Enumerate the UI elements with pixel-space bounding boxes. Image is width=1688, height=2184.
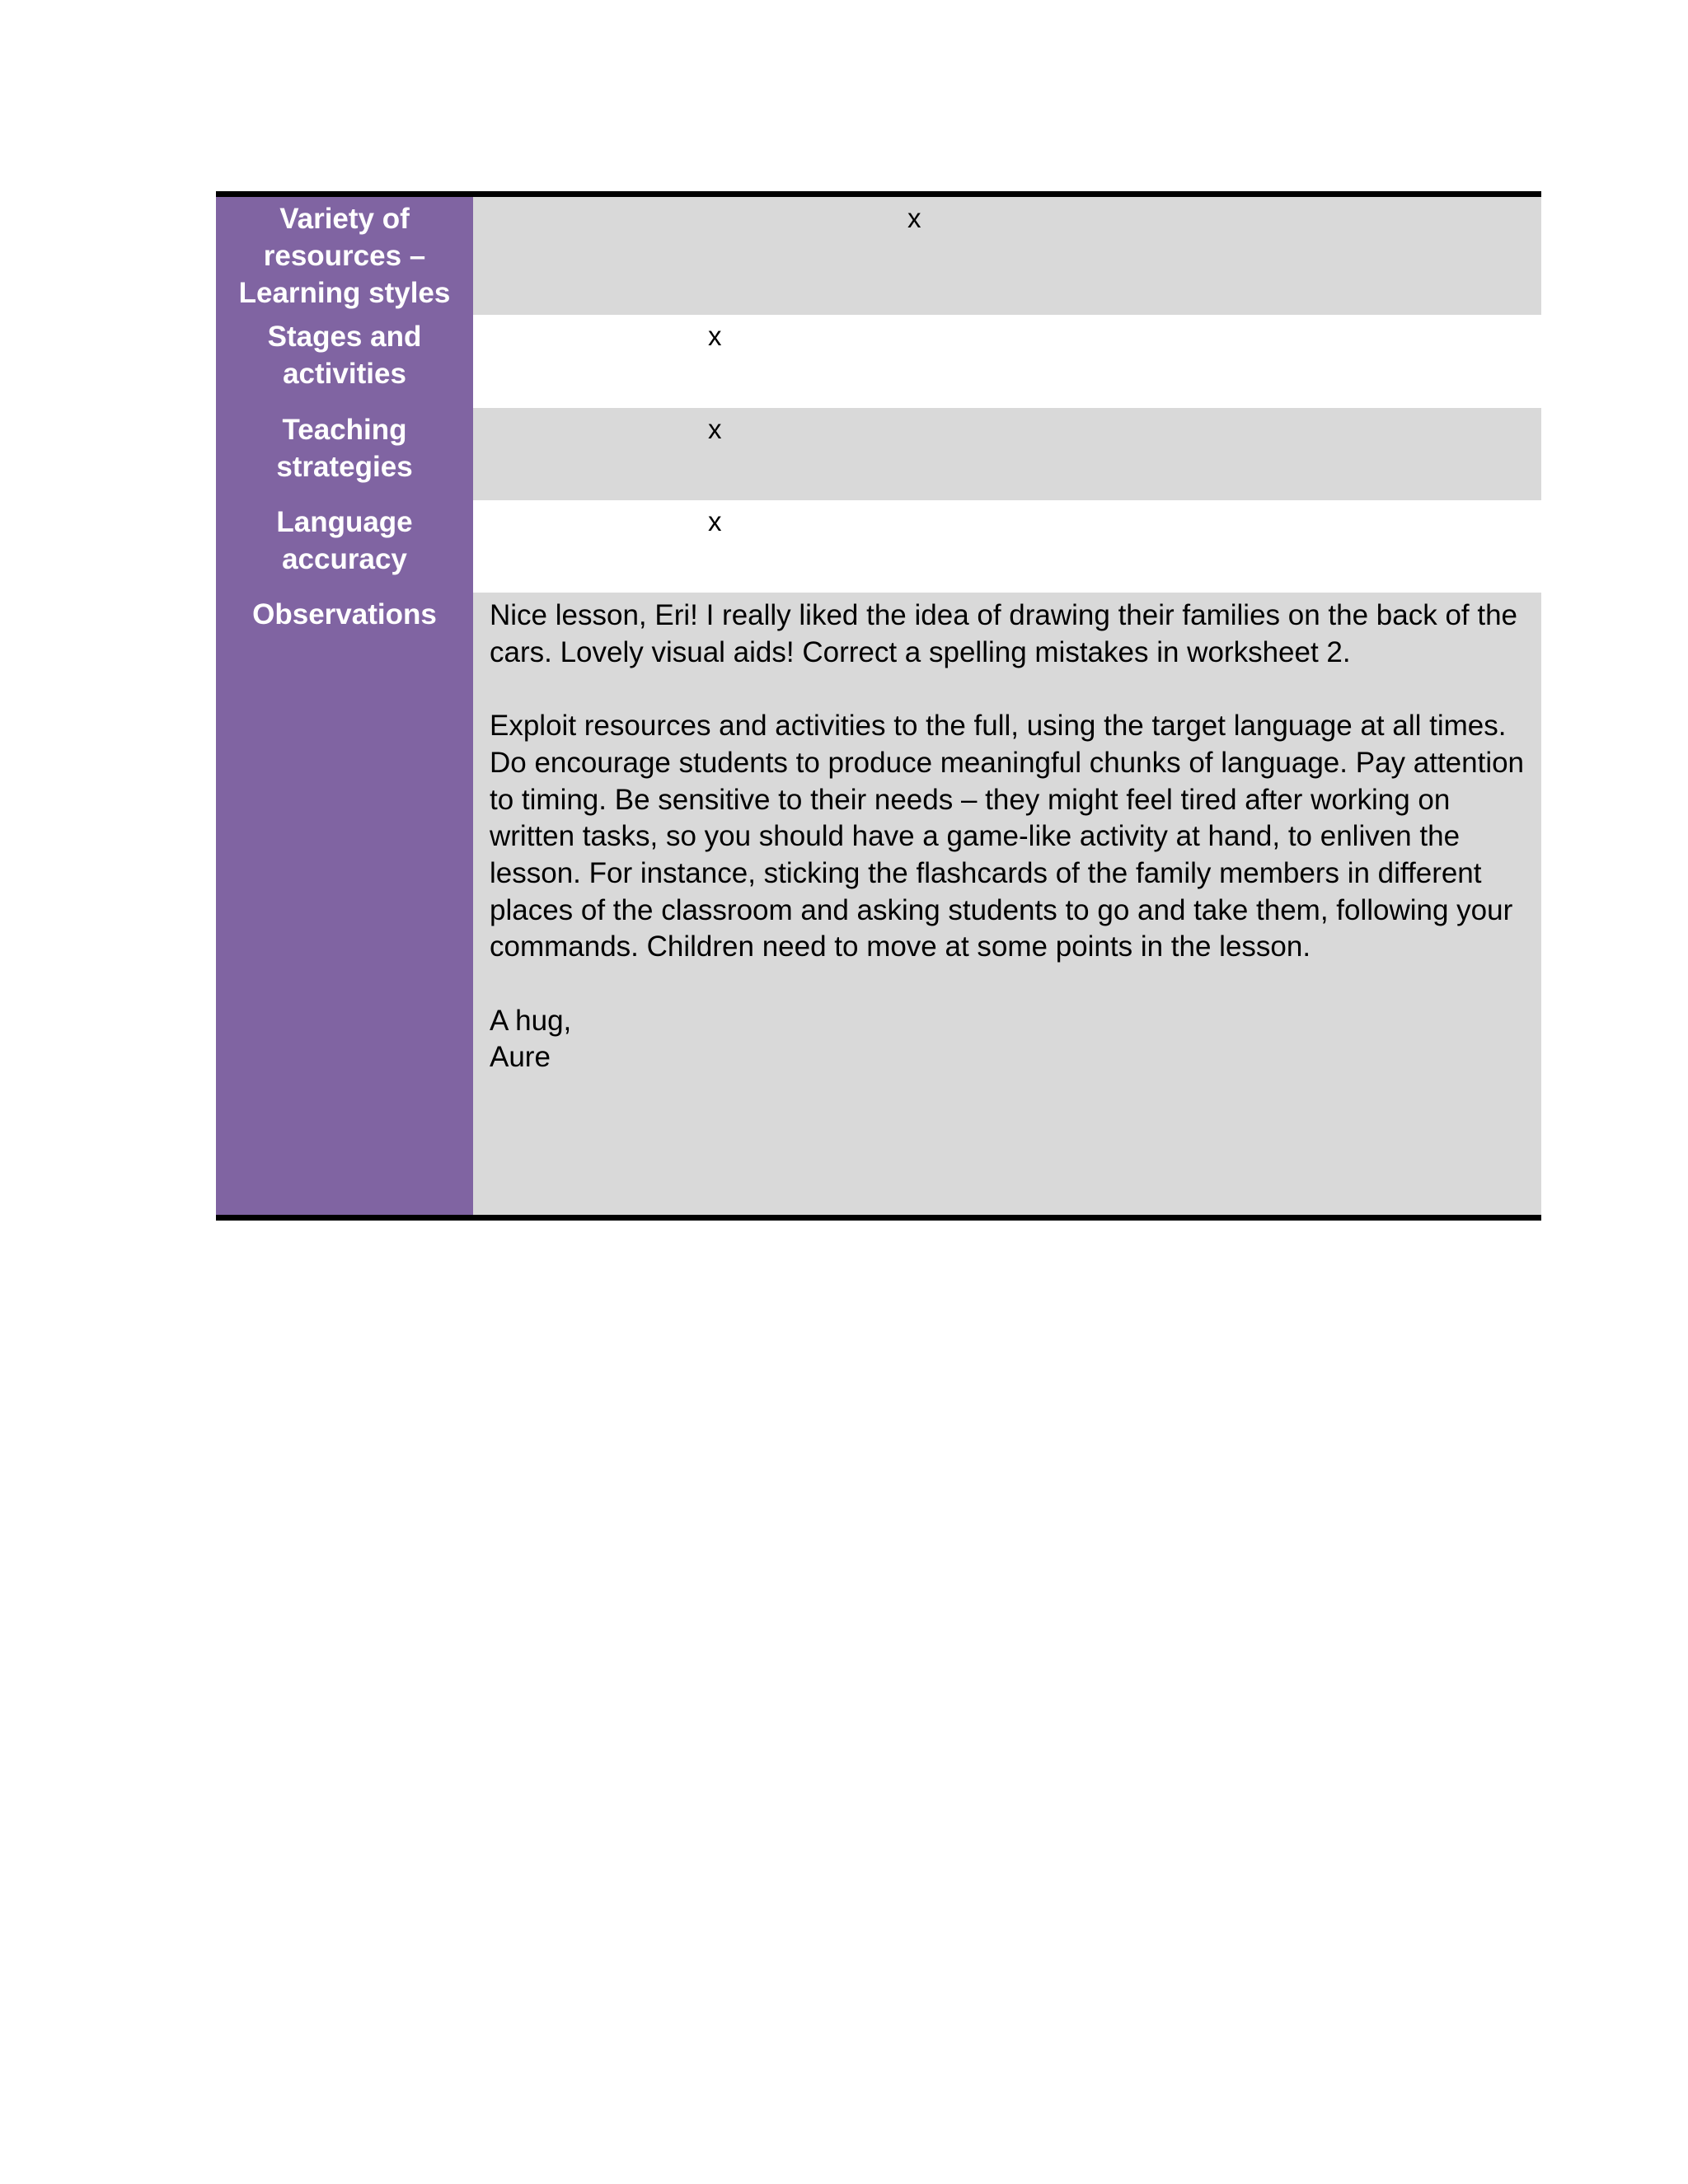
- row-language-accuracy: [216, 500, 1541, 593]
- observations-paragraph-1: Nice lesson, Eri! I really liked the idea of drawing their families on the back of the cars. Lovely visual aids! Correct a spelling mistakes in worksheet 2.: [490, 599, 1518, 668]
- observations-paragraph-2: Exploit resources and activities to the full, using the target language at all times. Do encourage students to produce meaningful chunks of language. Pay attention to timing. Be sensitive to their needs – they might feel tired after working on written tasks, so you should have a game-like activity at hand, to enliven the lesson. For instance, sticking the flashcards of the family members in different places of the classroom and asking students to go and take them, following your commands. Children need to move at some points in the lesson.: [490, 710, 1525, 963]
- rating-cell: [473, 408, 1541, 500]
- rating-mark: x: [907, 203, 921, 233]
- row-teaching-strategies: [216, 408, 1541, 500]
- rating-cell: [473, 500, 1541, 593]
- row-label: Variety of resources – Learning styles: [216, 197, 473, 315]
- observations-text: [473, 593, 1541, 1215]
- evaluation-table: [216, 191, 1541, 1221]
- row-stages-and-activities: [216, 315, 1541, 408]
- row-label: Teaching strategies: [216, 408, 473, 500]
- row-variety-of-resources: [216, 197, 1541, 315]
- rating-mark: x: [708, 414, 722, 444]
- row-observations: [216, 593, 1541, 1215]
- row-label: Stages and activities: [216, 315, 473, 408]
- rating-cell: [473, 315, 1541, 408]
- observations-label: Observations: [216, 593, 473, 1215]
- row-label: Language accuracy: [216, 500, 473, 593]
- rating-mark: x: [708, 506, 722, 537]
- rating-mark: x: [708, 321, 722, 351]
- observations-closing: A hug,: [490, 1004, 572, 1037]
- rating-cell: [473, 197, 1541, 315]
- observations-signature: Aure: [490, 1041, 551, 1074]
